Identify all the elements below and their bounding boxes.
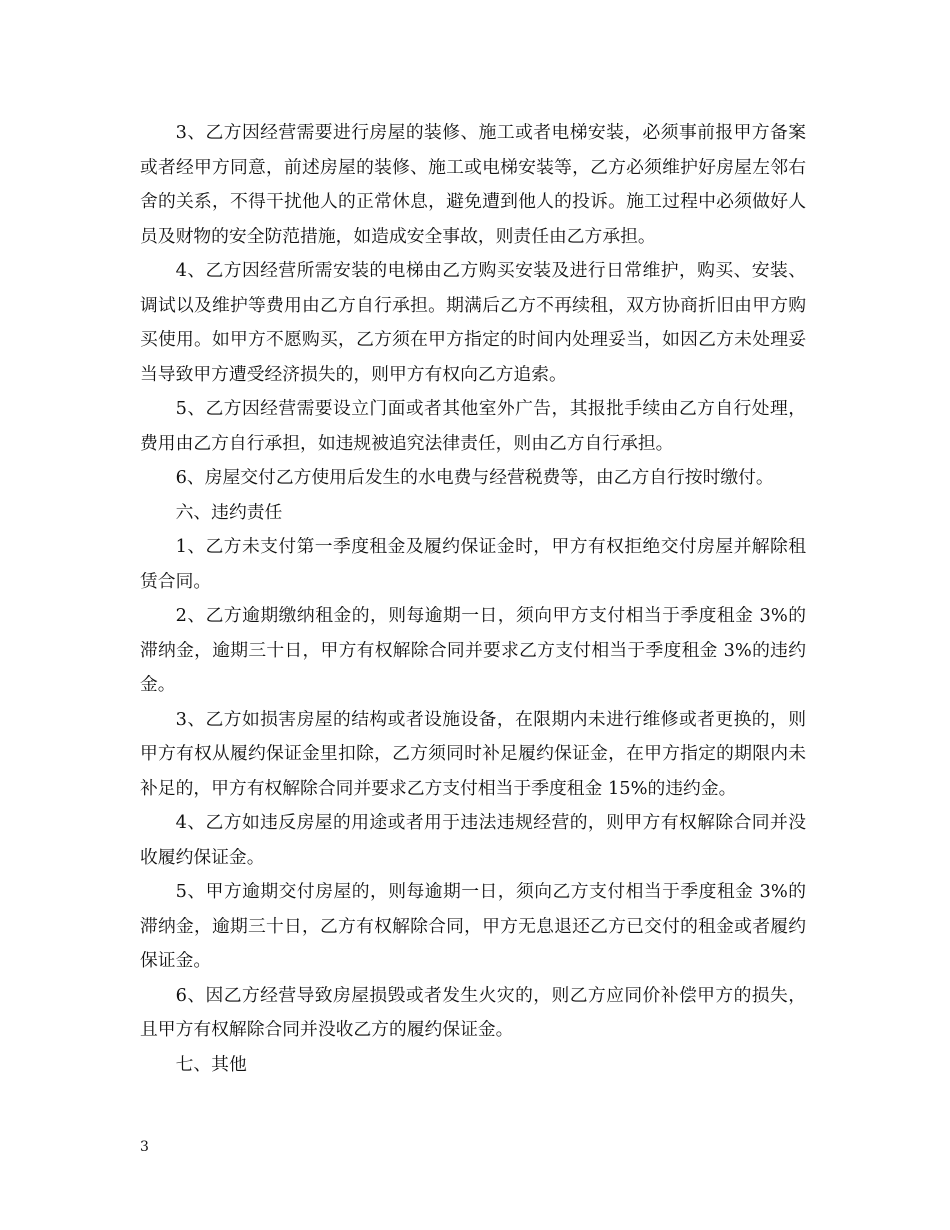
paragraph-breach-3: 3、乙方如损害房屋的结构或者设施设备，在限期内未进行维修或者更换的，则甲方有权从履约保证金里扣除，乙方须同时补足履约保证金，在甲方指定的期限内未补足的，甲方有权解除合同并要求乙方支付相当于季度租金 15%的违约金。 (140, 708, 806, 799)
paragraph-breach-1: 1、乙方未支付第一季度租金及履约保证金时，甲方有权拒绝交付房屋并解除租赁合同。 (140, 536, 806, 592)
page-number: 3 (140, 1139, 149, 1155)
document-body (140, 116, 806, 1082)
section-heading-other: 七、其他 (175, 1053, 247, 1075)
section-heading-breach-liability: 六、违约责任 (175, 501, 283, 523)
paragraph-clause-4-elevator: 4、乙方因经营所需安装的电梯由乙方购买安装及进行日常维护，购买、安装、调试以及维护等费用由乙方自行承担。期满后乙方不再续租，双方协商折旧由甲方购买使用。如甲方不愿购买，乙方须在甲方指定的时间内处理妥当，如因乙方未处理妥当导致甲方遭受经济损失的，则甲方有权向乙方追索。 (140, 260, 806, 385)
paragraph-breach-4: 4、乙方如违反房屋的用途或者用于违法违规经营的，则甲方有权解除合同并没收履约保证金。 (140, 812, 806, 868)
paragraph-breach-5: 5、甲方逾期交付房屋的，则每逾期一日，须向乙方支付相当于季度租金 3%的滞纳金，逾期三十日，乙方有权解除合同，甲方无息退还乙方已交付的租金或者履约保证金。 (140, 881, 806, 971)
paragraph-clause-6-utilities: 6、房屋交付乙方使用后发生的水电费与经营税费等，由乙方自行按时缴付。 (175, 467, 774, 488)
paragraph-breach-2: 2、乙方逾期缴纳租金的，则每逾期一日，须向甲方支付相当于季度租金 3%的滞纳金，逾期三十日，甲方有权解除合同并要求乙方支付相当于季度租金 3%的违约金。 (140, 605, 806, 695)
paragraph-breach-6: 6、因乙方经营导致房屋损毁或者发生火灾的，则乙方应同价补偿甲方的损失，且甲方有权解除合同并没收乙方的履约保证金。 (140, 984, 806, 1040)
paragraph-clause-5-advertising: 5、乙方因经营需要设立门面或者其他室外广告，其报批手续由乙方自行处理，费用由乙方自行承担，如违规被追究法律责任，则由乙方自行承担。 (140, 398, 806, 454)
paragraph-clause-3-renovation: 3、乙方因经营需要进行房屋的装修、施工或者电梯安装，必须事前报甲方备案或者经甲方同意，前述房屋的装修、施工或电梯安装等，乙方必须维护好房屋左邻右舍的关系，不得干扰他人的正常休息，避免遭到他人的投诉。施工过程中必须做好人员及财物的安全防范措施，如造成安全事故，则责任由乙方承担。 (140, 122, 806, 247)
